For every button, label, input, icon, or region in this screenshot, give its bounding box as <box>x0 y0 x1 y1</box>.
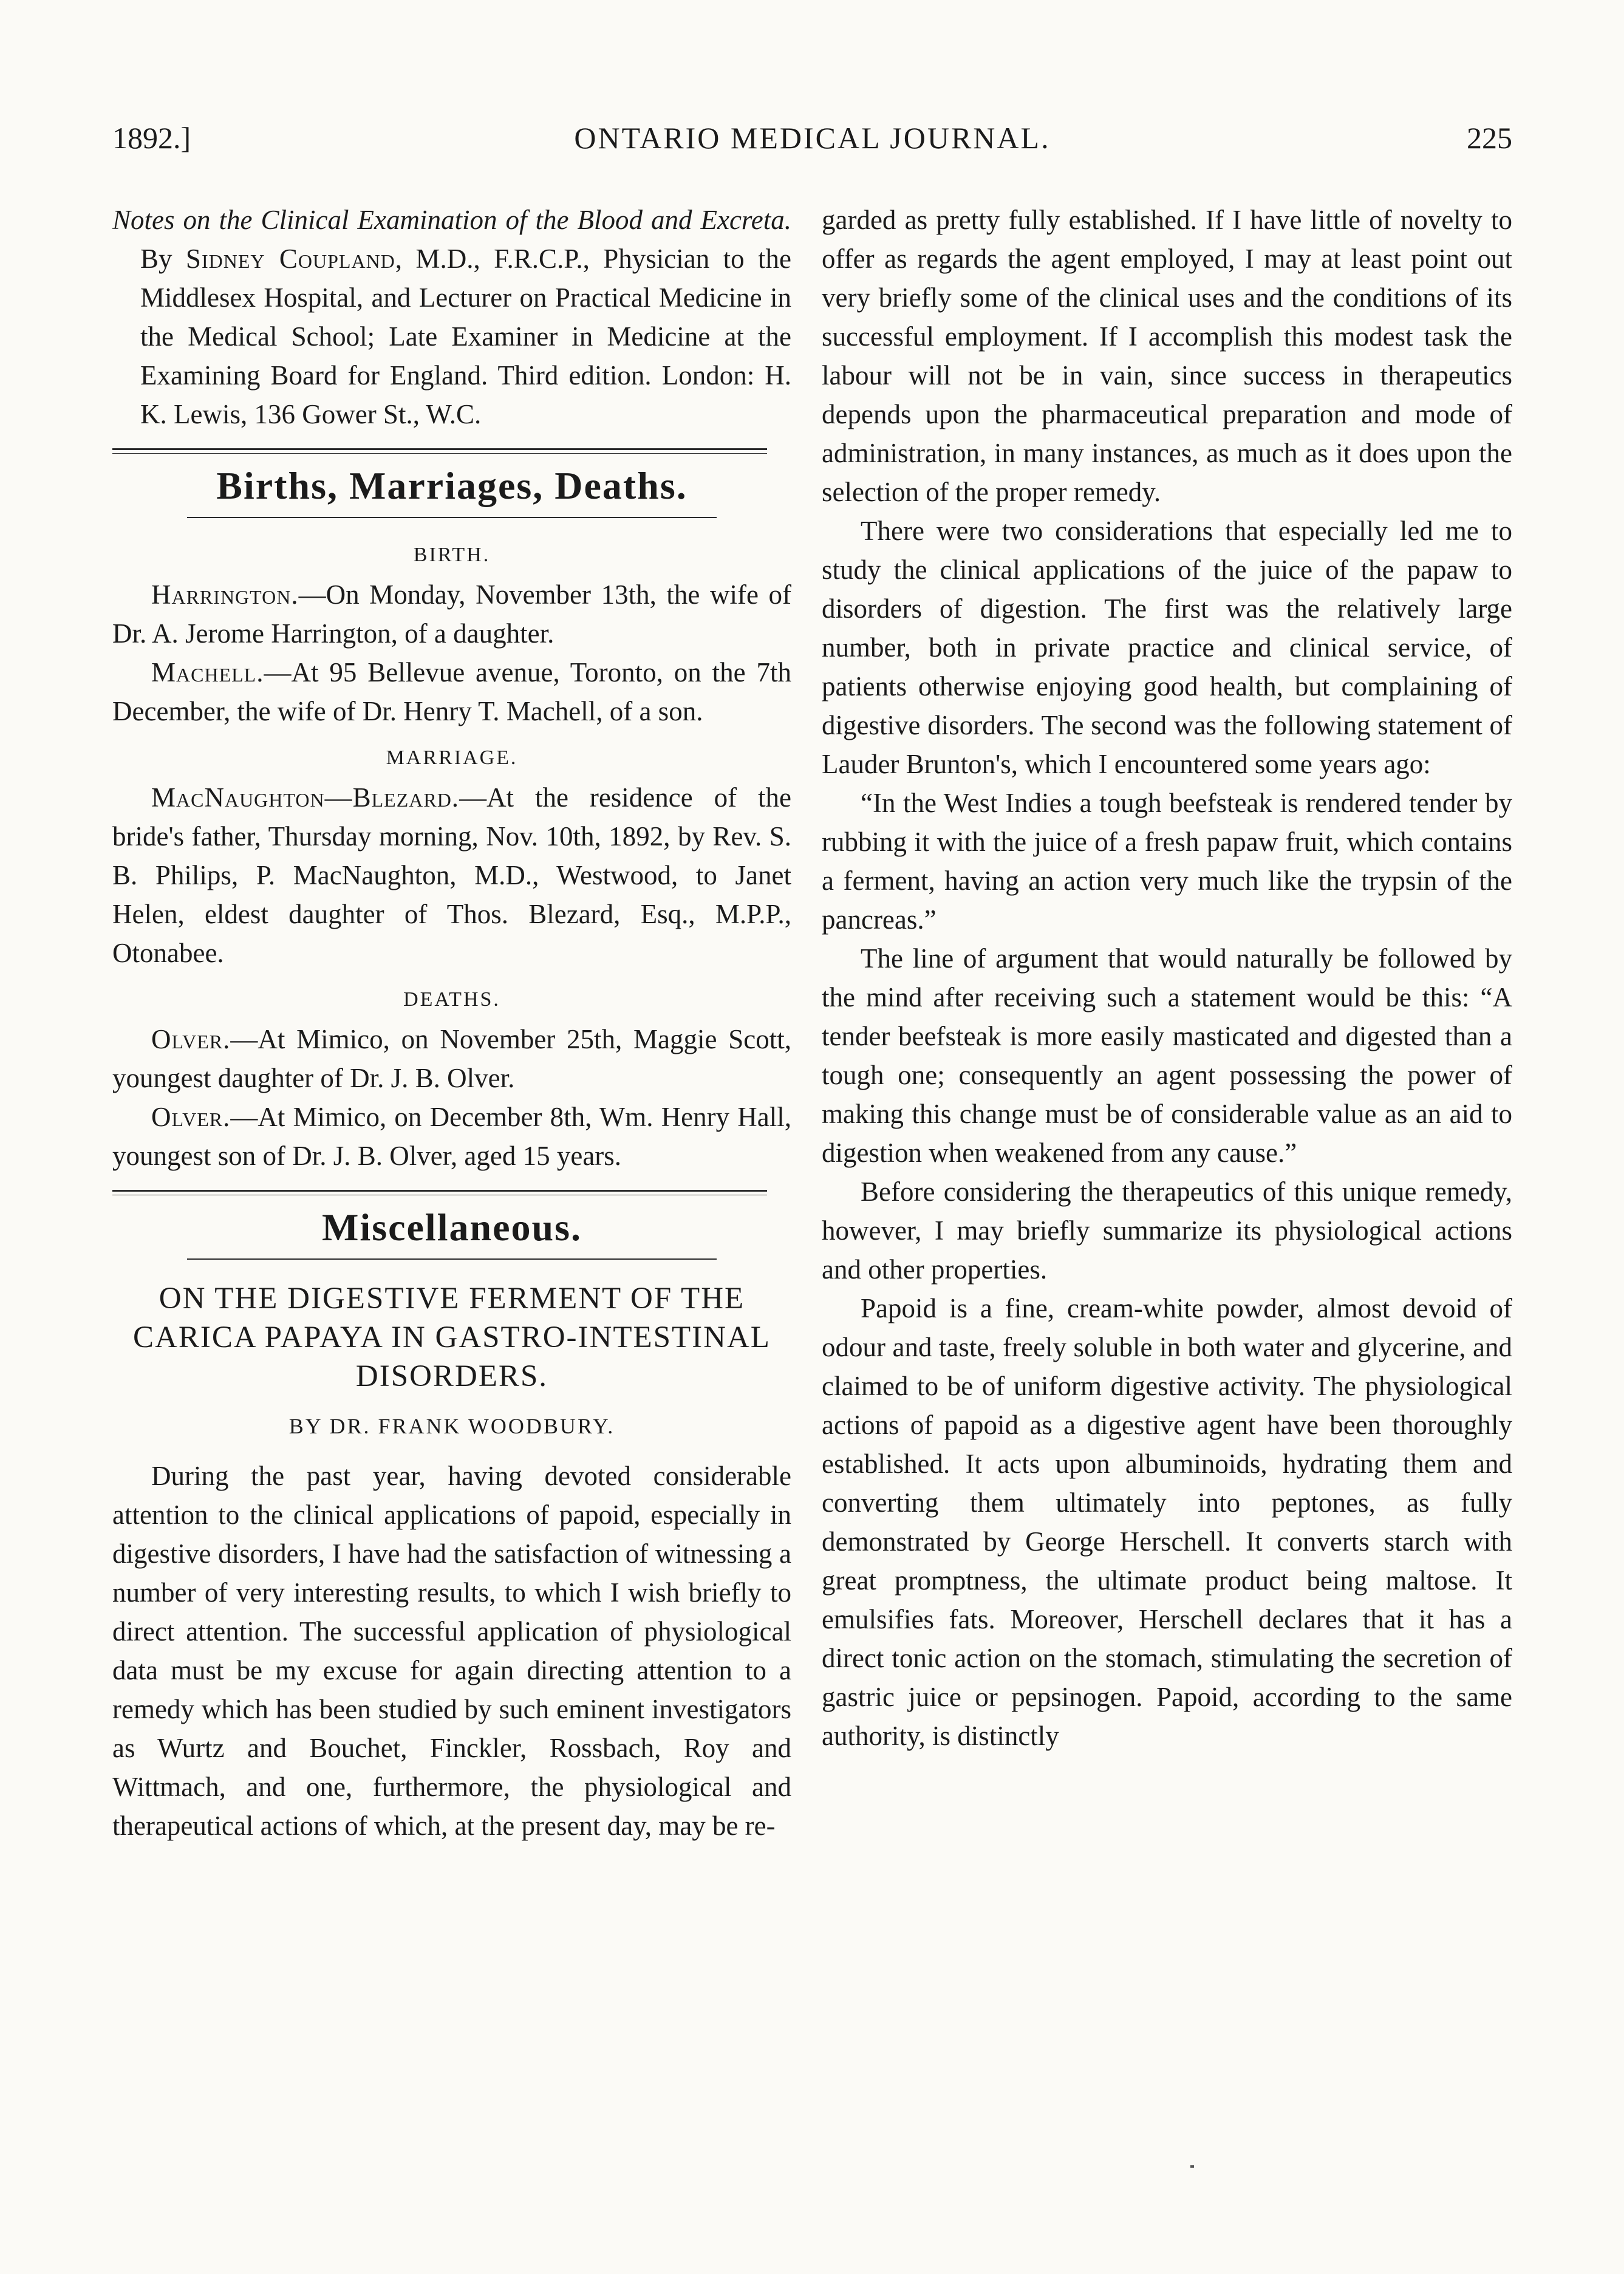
bmd-heading: Births, Marriages, Deaths. <box>216 464 687 507</box>
notice-name: Olver. <box>151 1102 231 1132</box>
notice-name: MacNaughton—Blezard. <box>151 782 460 813</box>
journal-title: ONTARIO MEDICAL JOURNAL. <box>574 121 1051 155</box>
birth-notice <box>112 575 791 653</box>
notice-name: Harrington. <box>151 579 299 610</box>
notice-name: Machell. <box>151 657 264 688</box>
left-column <box>112 200 791 1845</box>
article-paragraph: The line of argument that would naturally be followed by the mind after receiving such a statement would be this: “A tender beefsteak is more easily masticated and digested than a tough one; consequently an agent possessing the power of making this change must be of considerable value as an aid to digestion when weakened from any cause.” <box>822 943 1512 1168</box>
notice-text: —At Mimico, on December 8th, Wm. Henry Hall, youngest son of Dr. J. B. Olver, aged 15 years. <box>112 1102 791 1171</box>
heading-underline <box>187 517 717 518</box>
heading-underline <box>187 1258 717 1260</box>
death-notice <box>112 1098 791 1175</box>
right-column <box>822 200 1512 1755</box>
deaths-label: DEATHS. <box>403 988 500 1011</box>
running-header <box>112 118 1512 161</box>
article-paragraph: Papoid is a fine, cream-white powder, almost devoid of odour and taste, freely soluble in both water and glycerine, and claimed to be of uniform digestive activity. The physiological actions of papoid as a digestive agent have been thoroughly established. It acts upon albuminoids, hydrating them and converting them ultimately into peptones, as fully demonstrated by George Herschell. It converts starch with great promptness, the ultimate product being maltose. It emulsifies fats. Moreover, Herschell declares that it has a direct tonic action on the stomach, stimulating the secretion of gastric juice or pepsinogen. Papoid, according to the same authority, is distinctly <box>822 1293 1512 1751</box>
birth-label: BIRTH. <box>413 544 491 566</box>
scan-speck <box>1190 2165 1194 2168</box>
section-divider <box>112 448 767 454</box>
book-title: Notes on the Clinical Examination of the Blood and Excreta. <box>112 205 791 235</box>
book-author: Sidney Coupland <box>185 244 395 274</box>
death-notice <box>112 1020 791 1098</box>
article-paragraph: Before considering the therapeutics of this unique remedy, however, I may briefly summarize its physiological actions and other properties. <box>822 1176 1512 1285</box>
article-paragraph: There were two considerations that especially led me to study the clinical applications of the juice of the papaw to disorders of digestion. The first was the relatively large number, both in private practice and clinical service, of patients otherwise enjoying good health, but complaining of digestive disorders. The second was the following statement of Lauder Brunton's, which I encountered some years ago: <box>822 516 1512 779</box>
page-number: 225 <box>1467 121 1512 155</box>
article-byline: BY DR. FRANK WOODBURY. <box>288 1414 615 1438</box>
article-title: ON THE DIGESTIVE FERMENT OF THE CARICA PAPAYA IN GASTRO-INTESTINAL DISORDERS. <box>133 1282 771 1393</box>
marriage-notice <box>112 778 791 972</box>
notice-text: —At Mimico, on November 25th, Maggie Scott, youngest daughter of Dr. J. B. Olver. <box>112 1024 791 1093</box>
notice-text: —On Monday, November 13th, the wife of Dr. A. Jerome Harrington, of a daughter. <box>112 579 791 649</box>
notice-text: —At the residence of the bride's father, Thursday morning, Nov. 10th, 1892, by Rev. S. B. Philips, P. MacNaughton, M.D., Westwood, to Janet Helen, eldest daughter of Thos. Blezard, Esq., M.P.P., Otonabee. <box>112 782 791 968</box>
section-divider <box>112 1190 767 1195</box>
book-notice-by: By <box>140 244 172 274</box>
notice-text: —At 95 Bellevue avenue, Toronto, on the 7th December, the wife of Dr. Henry T. Machell, of a son. <box>112 657 791 726</box>
article-paragraph: garded as pretty fully established. If I have little of novelty to offer as regards the agent employed, I may at least point out very briefly some of the clinical uses and the conditions of its successful employment. If I accomplish this modest task the labour will not be in vain, since success in therapeutics depends upon the pharmaceutical preparation and mode of administration, in many instances, as much as it does upon the selection of the proper remedy. <box>822 205 1512 507</box>
block-quote: “In the West Indies a tough beefsteak is rendered tender by rubbing it with the juice of a fresh papaw fruit, which contains a ferment, having an action very much like the trypsin of the pancreas.” <box>822 788 1512 935</box>
birth-notice <box>112 653 791 731</box>
book-details: , M.D., F.R.C.P., Physician to the Middlesex Hospital, and Lecturer on Practical Medicine in the Medical School; Late Examiner in Medicine at the Examining Board for England. Third edition. London: H. K. Lewis, 136 Gower St., W.C. <box>140 244 792 429</box>
article-paragraph: During the past year, having devoted considerable attention to the clinical applications of papoid, especially in digestive disorders, I have had the satisfaction of witnessing a number of very interesting results, to which I wish briefly to direct attention. The successful application of physiological data must be my excuse for again directing attention to a remedy which has been studied by such eminent investigators as Wurtz and Bouchet, Finckler, Rossbach, Roy and Wittmach, and one, furthermore, the physiological and therapeutical actions of which, at the present day, may be re- <box>112 1461 791 1841</box>
misc-heading: Miscellaneous. <box>322 1206 582 1249</box>
header-year: 1892.] <box>112 121 191 155</box>
notice-name: Olver. <box>151 1024 231 1054</box>
book-notice <box>112 200 791 434</box>
marriage-label: MARRIAGE. <box>386 746 518 769</box>
